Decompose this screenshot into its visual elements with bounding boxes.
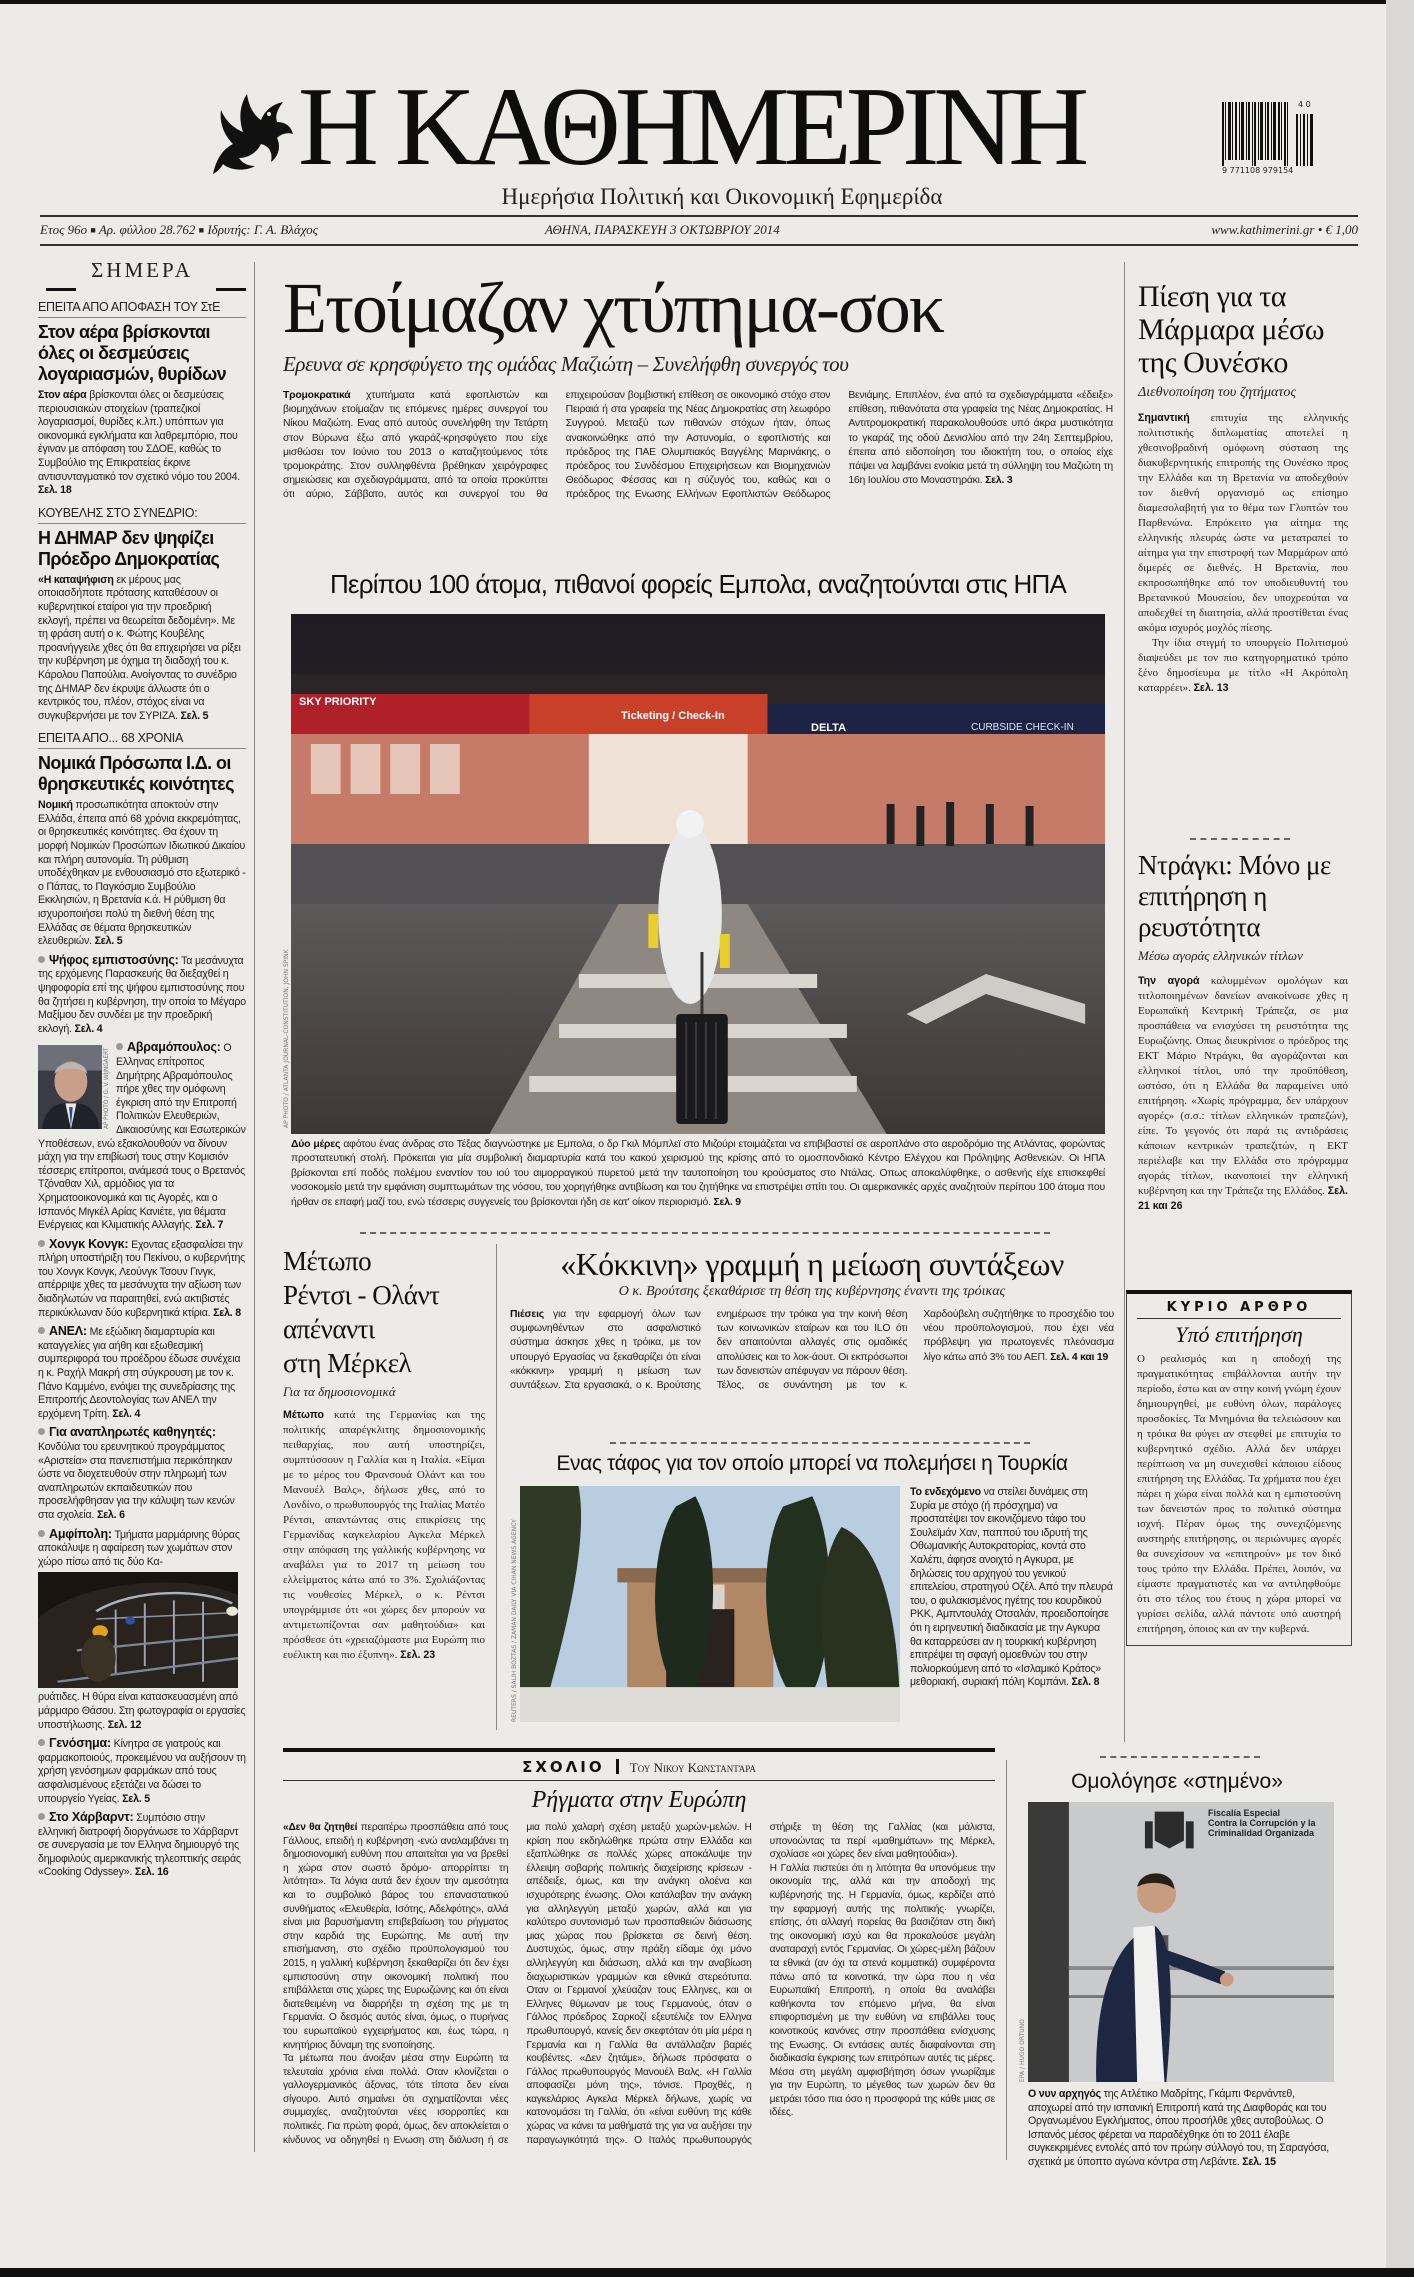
rule-top (40, 215, 1358, 217)
renzi-headline[interactable] (283, 1244, 485, 1380)
divider-right (1124, 262, 1125, 1742)
barcode-addon: 4 0 (1298, 100, 1311, 109)
pensions-story[interactable] (510, 1244, 1114, 1393)
brief-item[interactable]: Ψήφος εμπιστοσύνης: Τα μεσάνυχτα της ερχόμενης Παρασκευής θα διεξαχθεί η ψηφοφορία επί της ψήφου εμπιστοσύνης που θα ζητήσει η κυβέρνηση, την οποία το Μέγαρο Μαξίμου δεν συνδέει με την προεδρική εκλογή. Σελ. 4 (38, 952, 246, 1035)
ebola-headline[interactable]: Περίπου 100 άτομα, πιθανοί φορείς Εμπολα, αναζητούνται στις ΗΠΑ (329, 569, 1067, 599)
story-headline[interactable]: Νομικά Πρόσωπα Ι.Δ. οι θρησκευτικές κοινότητες (38, 753, 234, 795)
brief-item[interactable]: Αβραμόπουλος: AP PHOTO / G. V. WIJNGAERT Ο Ελληνας επίτροπος Δημήτρης Αβραμόπουλος πήρε χθες την ομόφωνη έγκριση από την Επιτροπή Πολιτικών Ελευθεριών, Δικαιοσύνης και Εσωτερικών Υποθέσεων, ενώ εξακολουθούν να δίνουν μάχη για την επιβίωσή τους στην Κομισιόν τέσσερις επίτροποι, ανάμεσά τους ο Βρετανός Τζόναθαν Χιλ, αρμόδιος για τα Χρηματοοικονομικά και τις Αγορές, και ο Ισπανός Μιγκέλ Αρίας Κανιέτε, για θέματα Ενέργειας και Κλιματικής Αλλαγής. Σελ. 7 (38, 1040, 246, 1232)
lead-headline[interactable]: Ετοίμαζαν χτύπημα-σοκ (283, 268, 944, 348)
headline-line: Ρέντσι - Ολάντ (283, 1280, 440, 1310)
tomb-image (520, 1486, 900, 1722)
lead-story[interactable] (283, 268, 1113, 503)
marbles-story[interactable] (1138, 280, 1348, 696)
story-headline[interactable]: Η ΔΗΜΑΡ δεν ψηφίζει Πρόεδρο Δημοκρατίας (38, 527, 220, 569)
barcode-number: 9 771108 979154 (1222, 166, 1294, 175)
lead-deck: Ερευνα σε κρησφύγετο της ομάδας Μαζιώτη – Συνελήφθη συνεργός του (283, 352, 849, 376)
page-ref: Σελ. 3 (985, 475, 1013, 487)
photo-sign-delta: DELTA (811, 722, 847, 734)
bullet-icon (38, 1530, 45, 1537)
story-kicker: ΚΟΥΒΕΛΗΣ ΣΤΟ ΣΥΝΕΔΡΙΟ: (38, 506, 246, 524)
draghi-headline[interactable]: Ντράγκι: Μόνο με επιτήρηση η ρευστότητα (1138, 850, 1331, 942)
draghi-story[interactable] (1138, 850, 1348, 1214)
page-ref: Σελ. 12 (107, 1718, 142, 1731)
headline-line: στη Μέρκελ (283, 1348, 412, 1378)
today-header (38, 258, 246, 292)
comment-header (283, 1757, 995, 1781)
football-body: Ο νυν αρχηγός της Ατλέτικο Μαδρίτης, Γκάμπι Φερνάντεθ, αποχωρεί από την ισπανική Επιτροπή κατά της Διαφθοράς και του Οργανωμένου Εγκλήματος, όπου προσήλθε χθες αυτοβούλως. Ο Ισπανός μέσος φέρεται να παραδέχθηκε ότι το 2011 έλαβε συγκεκριμένες εντολές από τον πρώην σύλλογό του, τη Σαραγόσα, σχετικά με ύποπτο αγώνα κόντρα στη Λεβάντε. Σελ. 15 (1028, 2088, 1330, 2168)
page-ref: Σελ. 4 (112, 1407, 141, 1420)
bullet-icon (116, 1043, 123, 1050)
today-story-2[interactable] (38, 506, 246, 724)
bullet-icon (38, 1739, 45, 1746)
bullet-icon (38, 1813, 45, 1820)
comment-body: «Δεν θα ζητηθεί περαιτέρω προσπάθεια από τους Γάλλους, επειδή η κυβέρνηση -ενώ αναλαμβάνει τη δημοσιονομική ευθύνη που απαιτείται για να βρεθεί η χώρα στον σωστό δρόμο- απορρίπτει τη λιτότητα». Τα λόγια αυτά δεν έχουν την αμεσότητα και το συμβολικό βάρος του επαναστατικού συνθήματος «Ελευθερία, Ισότης, Αδελφότης», αλλά είναι μια βαρυσήμαντη επιβεβαίωση του ρήγματος στην καρδιά της Ευρώπης. Με αυτή την επισήμανση, στο σχέδιο προϋπολογισμού του 2015, η γαλλική κυβέρνηση ξεκαθαρίζει ότι δεν έχει εμπιστοσύνη στην οικονομική πολιτική που επιβάλλεται στις χώρες της Ευρωζώνης και ότι είναι διατεθειμένη να διαρρήξει τη σχέση της με τη Γερμανία. Ο δεσμός αυτός είναι, όμως, ο πυρήνας του ευρωπαϊκού εγχειρήματος και, έως τώρα, η κινητήριος δύναμη της ενοποίησης. Τα μέτωπα που άνοιξαν μέσα στην Ευρώπη τα τελευταία χρόνια είναι πολλά. Οταν κλονίζεται ο γαλλογερμανικός άξονας, τότε τίποτα δεν είναι σίγουρο. Αυτό σημαίνει ότι σχηματίζονται νέες συμμαχίες, αναζητούνται νέες ισορροπίες και πολιτικές. Για πρώτη φορά, όμως, δεν αποκλείεται ο κίνδυνος να οδηγηθεί η Ενωση στη διάλυση ή σε μια πολύ χαλαρή σχέση μεταξύ χωρών-μελών. Η κρίση που εκδηλώθηκε πρώτα στην Ελλάδα και εξαπλώθηκε σε πολλές χώρες αποκάλυψε την έλλειψη σοβαρής πολιτικής διαχείρισης κρίσεων - απέδειξε, όμως, και την ανάγκη ολοένα και ισχυρότερης ένωσης. Ολοι κατάλαβαν την ανάγκη για αλληλεγγύη μεταξύ χωρών, αλλά και για καλύτερο συντονισμό των προσπαθειών διάσωσης μιας χώρας που βρίσκεται σε δεινή θέση. Δυστυχώς, όμως, στην πράξη είδαμε όχι μόνο αλληλεγγύη και διάσωση, αλλά και την αναβίωση διαχωριστικών γραμμών και εθνικά στερεότυπα. Οταν οι Γερμανοί χλεύαζαν τους Ελληνες, και οι Ελληνες θύμωναν με τους Γερμανούς, όταν ο Γάλλος πρόεδρος Σαρκοζί εξευτέλιζε τον Ελληνα πρωθυπουργό, κανείς δεν σκεφτόταν ότι μία μέρα η Γερμανία και η Γαλλία θα αντάλλαζαν βαριές κουβέντες. «Δεν ζητάμε», δήλωσε πρόσφατα ο Γάλλος πρωθυπουργός Μανουέλ Βαλς. «Η Γαλλία αποφασίζει μόνη της», τόνισε. Προχθές, η καγκελάριος Αγκελα Μέρκελ δήλωνε, χωρίς να κατονομάσει τη Γαλλία, ότι «είναι ευθύνη της κάθε χώρας να κάνει τα μαθήματά της για να αυξήσει την παραγωγικότητά της». Ο Ιταλός πρωθυπουργός στήριξε τη θέση της Γαλλίας (και μάλιστα, υπονοώντας τα περί «μαθημάτων» της Μέρκελ, σχολίασε «οι χώρες δεν είναι μαθητούδια»). Η Γαλλία πιστεύει ότι η λιτότητα θα υπονόμευε την οικονομία της, αλλά και την αποδοχή της κυβέρνησής της. Η Γερμανία, όμως, κερδίζει από την εφαρμογή αυτής της πολιτικής· γνωρίζει, επίσης, ότι αλλαγή πορείας θα βασιζόταν στη δική της οικονομική ισχύ και θα προκαλούσε μεγάλη αναταραχή εντός Γερμανίας. Οι χώρες-μέλη βάζουν τα εθνικά (αν όχι τα στενά κομματικά) συμφέροντα πάνω από τα κοινοτικά, την ώρα που η νέα Ευρωπαϊκή Επιτροπή, η οποία θα αναλάβει καθήκοντα τον επόμενο μήνα, θα είναι επιφορτισμένη με την ευθύνη να επιβάλλει τους κοινοτικούς κανόνες στην προσπάθεια ενίσχυσης της Ενωσης. Οι εντάσεις αυτές διαφαίνονται στη διαδικασία έγκρισης των επιτρόπων αυτές τις μέρες. Μέσα στη μεγάλη αμφισβήτηση όσων γνωρίζαμε για την Ευρώπη, το μέγεθος των χωρών δεν θα μετράει τόσο πια όσο η προσφορά της κάθε μιας σε ιδέες. (283, 1822, 995, 2146)
dashed-divider (1100, 1756, 1260, 1758)
page-ref: Σελ. 5 (180, 709, 209, 722)
scan-edge-bottom (0, 2268, 1414, 2277)
football-story[interactable] (1018, 1768, 1336, 2168)
bullet-icon (38, 1428, 45, 1435)
ebola-photo (291, 614, 1105, 1134)
page-ref: Σελ. 13 (1193, 682, 1229, 694)
football-photo-credit: EPA / HUGO ORTUNO (1019, 2019, 1026, 2082)
editorial-headline[interactable]: Υπό επιτήρηση (1175, 1322, 1303, 1347)
brief-item[interactable]: Για αναπληρωτές καθηγητές: Κονδύλια του ερευνητικού προγράμματος «Αριστεία» στα πανεπιστήμια περικόπηκαν ώστε να διοχετευθούν στην πληρωμή των αναπληρωτών εκπαιδευτικών που προσελήφθησαν για την κάλυψη των κενών στα σχολεία. Σελ. 6 (38, 1425, 235, 1521)
marbles-body-2: Την ίδια στιγμή το υπουργείο Πολιτισμού διαψεύδει με τον πιο κατηγορηματικό τρόπο ξένο δημοσίευμα με τίτλο «Η Ακρόπολη καταρρέει». Σελ. 13 (1138, 637, 1348, 694)
story-kicker: ΕΠΕΙΤΑ ΑΠΟ... 68 ΧΡΟΝΙΑ (38, 731, 246, 749)
marbles-body: Σημαντική επιτυχία της ελληνικής πολιτιστικής διπλωματίας αποτελεί η χθεσινοβραδινή ομόφωνη σύσταση της διακυβερνητικής επιτροπής της Ουνέσκο προς την Ελλάδα και τη Βρετανία να αποδεχθούν τον διεθνή οργανισμό ως επίσημο διαμεσολαβητή για το θέμα των Γλυπτών του Παρθενώνα. Επρόκειτο για αίτημα της ελληνικής πλευράς ώστε να μετατραπεί το αίτημα για την επιστροφή των Μαρμάρων από διμερές σε διεθνές. Η Βρετανία, που εκπροσωπήθηκε από τον υποδιευθυντή του Βρετανικού Μουσείου, δεν υποχρεούται να αποδεχθεί τη διαιτησία, αλλά προστίθεται ένας ακόμα ισχυρός μοχλός πίεσης. (1138, 412, 1348, 634)
dateline: ΑΘΗΝΑ, ΠΑΡΑΣΚΕΥΗ 3 ΟΚΤΩΒΡΙΟΥ 2014 (545, 222, 780, 237)
page-ref: Σελ. 5 (122, 1792, 150, 1805)
page-ref: Σελ. 8 (1071, 1676, 1100, 1689)
scan-edge-top (0, 0, 1414, 4)
website-link[interactable]: www.kathimerini.gr (1211, 222, 1315, 237)
lead-body: Τρομοκρατικά χτυπήματα κατά εφοπλιστών και βιομηχάνων ετοίμαζαν τις επόμενες ημέρες συνεργοί του Νίκου Μαζιώτη. Ενας από αυτούς συνελήφθη την Τετάρτη στον Βύρωνα έξω από γκαράζ-κρησφύγετο που είχε μισθώσει τον Ιούνιο του 2013 ο καταζητούμενος τότε τρομοκράτης. Στον συλληφθέντα βρέθηκαν χειρόγραφες σημειώσεις και σχεδιαγράμματα, από τα οποία προκύπτει ότι αύριο, Σάββατο, αυτός και συνεργοί του θα επιχειρούσαν βομβιστική επίθεση σε οικονομικό στόχο στον Πειραιά ή στα γραφεία της Νέας Δημοκρατίας στη λεωφόρο Συγγρού. Μεταξύ των πιθανών στόχων ήταν, όπως ανακοινώθηκε από την Αστυνομία, ο εφοπλιστής και πρόεδρος της ΠΑΕ Ολυμπιακός Βαγγέλης Μαρινάκης, ο πρόεδρος του Συνδέσμου Επιχειρήσεων και Βιομηχανιών Θεόδωρος Φέσσας και η σύζυγός του, καθώς και ο πρόεδρος της Ενωσης Ελλήνων Εφοπλιστών Θεόδωρος Βενιάμης. Επιπλέον, ένα από τα σχεδιαγράμματα «έδειξε» επίθεση, πιθανότατα στα γραφεία της Νέας Δημοκρατίας. Η Αντιτρομοκρατική παρακολουθούσε υπό άκρα μυστικότητα το γκαράζ της οδού Δενισλίου από την 24η Σεπτεμβρίου, έπειτα από ειδοποίηση του ιδιοκτήτη του, ο οποίος είχε πάψει να λαμβάνει ενοίκια μετά τη σύλληψη του Μαζιώτη τη 16η Ιουλίου στο Μοναστηράκι. Σελ. 3 (283, 390, 1113, 501)
renzi-deck: Για τα δημοσιονομικά (283, 1384, 396, 1399)
page-margin-right (1386, 0, 1414, 2268)
pensions-headline[interactable]: «Κόκκινη» γραμμή η μείωση συντάξεων (560, 1246, 1064, 1282)
photo-sign-curbside: CURBSIDE CHECK-IN (971, 722, 1074, 733)
brief-item[interactable]: Στο Χάρβαρντ: Συμπόσιο στην ελληνική διατροφή διοργάνωσε το Χάρβαρντ σε συνεργασία με τον Ελληνα δημιουργό της δημοφιλούς αμερικανικής τηλεοπτικής σειράς «Cooking Odyssey». Σελ. 16 (38, 1810, 241, 1879)
story-kicker: ΕΠΕΙΤΑ ΑΠΟ ΑΠΟΦΑΣΗ ΤΟΥ ΣτΕ (38, 300, 246, 318)
tomb-story[interactable] (510, 1450, 1114, 1722)
pensions-deck: Ο κ. Βρούτσης ξεκαθάρισε τη θέση της κυβέρνησης έναντι της τρόικας (618, 1284, 1006, 1299)
avramopoulos-photo (38, 1045, 110, 1129)
brief-item[interactable]: Αμφίπολη: Τμήματα μαρμάρινης θύρας αποκάλυψε η αφαίρεση των χωμάτων στον χώρο πίσω από τις δύο Κα- ρυάτιδες. Η θύρα είναι κατασκευασμένη από μάρμαρο Θάσου. Στη φωτογραφία οι εργασίες υποστήλωσης. Σελ. 12 (38, 1526, 246, 1731)
portrait-image (38, 1045, 102, 1129)
story-body: «Η καταψήφιση εκ μέρους μας οποιασδήποτε πρότασης καταθέσουν οι κυβερνητικοί εταίροι για την προεδρική εκλογή, πρέπει να θεωρείται δεδομένη». Με τη φράση αυτή ο κ. Φώτης Κουβέλης προανήγγειλε χθες ότι θα επιχειρήσει να ρίξει την κυβέρνηση με όχημα τη διαδοχή του κ. Κάρολου Παπούλια. Ανοίγοντας το συνέδριο της ΔΗΜΑΡ δεν έκρυψε άλλωστε ότι ο κεντρικός του, πλέον, στόχος είναι να συγκυβερνήσει με τον ΣΥΡΙΖΑ. Σελ. 5 (38, 573, 241, 722)
renzi-story[interactable] (283, 1244, 485, 1663)
comment-label: ΣΧΟΛΙΟ (522, 1758, 605, 1776)
football-photo (1028, 1802, 1334, 2082)
page-ref: Σελ. 6 (96, 1508, 125, 1521)
page-ref: Σελ. 23 (400, 1649, 436, 1661)
bullet-icon (38, 1327, 45, 1334)
divider-renzi (496, 1244, 497, 1730)
football-headline[interactable]: Ομολόγησε «στημένο» (1071, 1770, 1283, 1793)
headline-line: απέναντι (283, 1314, 375, 1344)
brief-item[interactable]: Χονγκ Κονγκ: Εχοντας εξασφαλίσει την πλήρη υποστήριξη του Πεκίνου, ο κυβερνήτης του Χονγκ Κονγκ, Λεούνγκ Τσουν Γινγκ, απέρριψε χθες τα μεσάνυχτα την αξίωση των διαδηλωτών να παραιτηθεί, ενώ ακτιβιστές περικύκλωναν δύο κυβερνητικά κτίρια. Σελ. 8 (38, 1236, 246, 1319)
masthead-title: Η ΚΑΘΗΜΕΡΙΝΗ (298, 65, 1084, 189)
editorial-box[interactable] (1126, 1290, 1352, 1646)
photo-sign-text: Fiscalía Especial Contra la Corrupción y la Criminalidad Organizada (1208, 1808, 1316, 1838)
founder: Ιδρυτής: Γ. Α. Βλάχος (207, 222, 318, 237)
bullet-icon (38, 1240, 45, 1247)
barcode-bars (1222, 102, 1292, 166)
site-price: www.kathimerini.gr • € 1,00 (1211, 222, 1358, 237)
pensions-body: Πιέσεις για την εφαρμογή όλων των συμφωνηθέντων στο ασφαλιστικό σύστημα άσκησε χθες η τρόικα, με τον υπουργό Εργασίας να ξεκαθαρίζει ότι είναι «κόκκινη» γραμμή η μείωση των συντάξεων. Στα εργασιακά, ο κ. Βρούτσης ενημέρωσε την τρόικα για την κοινή θέση των κοινωνικών εταίρων και του ILO ότι δεν απαιτούνται αλλαγές στις ομαδικές απολύσεις και το λοκ-άουτ. Οι εκπρόσωποι των δανειστών απέφυγαν να πάρουν θέση. Τέλος, σε συνάντηση με τον κ. Χαρδούβελη συζητήθηκε το προσχέδιο του νέου προϋπολογισμού, που έχει νέα πρόβλεψη για πρωτογενές πλεόνασμα λίγο κάτω από 3% του ΑΕΠ. Σελ. 4 και 19 (510, 1309, 1114, 1392)
comment-headline[interactable]: Ρήγματα στην Ευρώπη (531, 1787, 747, 1813)
photo-sign-ticketing: Ticketing / Check-In (621, 710, 725, 722)
dashed-divider (360, 1232, 1050, 1234)
year: Ετος 96ο (40, 222, 88, 237)
prosecutor-office-image (1028, 1802, 1334, 2082)
page-ref: Σελ. 15 (1242, 2155, 1276, 2168)
marbles-deck: Διεθνοποίηση του ζητήματος (1138, 385, 1297, 400)
comment-rule (283, 1748, 995, 1752)
editorial-label: ΚΥΡΙΟ ΑΡΘΡΟ (1137, 1300, 1341, 1319)
story-body: Νομική προσωπικότητα αποκτούν στην Ελλάδα, έπειτα από 68 χρόνια εκκρεμότητας, οι θρησκευτικές κοινότητες. Θα έχουν τη μορφή Νομικών Προσώπων Ιδιωτικού Δικαίου και πλήρη αυτονομία. Τη ρύθμιση υποδέχθηκαν με ενθουσιασμό στο εξωτερικό - ο Πάπας, το Παγκόσμιο Συμβούλιο Εκκλησιών, η Βρετανία κ.ά. Η ρύθμιση θα ισχυροποιήσει πολύ τη διεθνή θέση της Ελλάδας σε θέματα θρησκευτικών ελευθεριών. Σελ. 5 (38, 799, 246, 948)
tomb-headline[interactable]: Ενας τάφος για τον οποίο μπορεί να πολεμήσει η Τουρκία (556, 1452, 1068, 1475)
brief-item[interactable]: ΑΝΕΛ: Με εξώδικη διαμαρτυρία και καταγγελίες για αήθη και εξωθεσμική συμπεριφορά του προέδρου έδωσε συνέχεια η κ. Ραχήλ Μακρή στη σύγκρουση με τον κ. Πάνο Καμμένο, ενόψει της συνεδρίασης της Επιτροπής Δεοντολογίας των ΑΝΕΛ την ερχόμενη Τρίτη. Σελ. 4 (38, 1324, 241, 1420)
ebola-caption: Δύο μέρες αφότου ένας άνδρας στο Τέξας διαγνώστηκε με Εμπολα, ο δρ Γκιλ Μόμπλεϊ στο Μιζούρι ετοιμάζεται να επιβιβαστεί σε αεροπλάνο στο αεροδρόμιο της Ατλάντας, φορώντας προστατευτική στολή. Πρόκειται για μία συμβολική διαμαρτυρία κατά του κακού χειρισμού της κρίσης από το ομοσπονδιακό Κέντρο Ελέγχου και Πρόληψης Ασθενειών. Οι ΗΠΑ βρίσκονται επί ποδός πολέμου εναντίον του ιού του αιμορραγικού πυρετού μετά την ταυτοποίηση του κρούσματος στο Ντάλας. Οπως αποκαλύφθηκε, ο ασθενής είχε επισκεφθεί νοσοκομείο μετά την εμφάνιση συμπτωμάτων της νόσου, του χορηγήθηκε αντιβίωση και του ζητήθηκε να επιστρέψει σπίτι του. Οι αμερικανικές αρχές αναζητούν περίπου 100 άτομα που ήρθαν σε επαφή μαζί του, ενώ τέσσερις συγγενείς του βρίσκονται ήδη σε κατ' οίκον περιορισμό. Σελ. 9 (291, 1139, 1105, 1208)
photo-credit: AP PHOTO / G. V. WIJNGAERT (103, 1048, 110, 1130)
tomb-photo-credit: REUTERS / SALIH BOZTAS / ZAMAN DAILY VIA CIHAN NEWS AGENCY (511, 1519, 518, 1722)
page-ref: Σελ. 4 (74, 1022, 103, 1035)
ebola-photo-credit: AP PHOTO / ATLANTA JOURNAL-CONSTITUTION, JOHN SPINK (283, 949, 290, 1128)
page-ref: Σελ. 18 (38, 484, 72, 497)
photo-sign-sky-priority: SKY PRIORITY (299, 696, 377, 708)
divider-left (254, 262, 255, 2152)
headline-line: Μέτωπο (283, 1246, 372, 1276)
story-headline[interactable]: Στον αέρα βρίσκονται όλες οι δεσμεύσεις λογαριασμών, θυρίδων (38, 322, 227, 384)
page-ref: Σελ. 4 και 19 (1050, 1351, 1109, 1363)
barcode (1222, 100, 1342, 176)
airport-image (291, 614, 1105, 1134)
issue-number: Αρ. φύλλου 28.762 (98, 222, 196, 237)
draghi-deck: Μέσω αγοράς ελληνικών τίτλων (1138, 948, 1303, 963)
divider-comment (1006, 1760, 1007, 2160)
page-ref: Σελ. 8 (213, 1306, 241, 1319)
comment-section[interactable] (283, 1748, 995, 2147)
bullet-icon (38, 956, 45, 963)
tomb-body: Το ενδεχόμενο να στείλει δυνάμεις στη Συρία με στόχο (ή πρόσχημα) να προστατέψει τον εικονιζόμενο τάφο του Σουλεϊμάν Χαν, παππού του ιδρυτή της Οθωμανικής Αυτοκρατορίας, κοντά στο Χαλέπι, άφησε ανοιχτό η Αγκυρα, με δηλώσεις του αρχηγού του γενικού επιτελείου, στρατηγού Οζέλ. Από την πλευρά του, ο φυλακισμένος ηγέτης του κουρδικού PKK, Αμπντουλάχ Οτσαλάν, προειδοποίησε ότι η ειρηνευτική διαδικασία με την Αγκυρα θα καταρρεύσει αν η τουρκική κυβέρνηση επιτρέψει τη σφαγή ομοεθνών του στην πολιορκούμενη από το «Ισλαμικό Κράτος» μεθοριακή, συριακή πόλη Κομπάνι. Σελ. 8 (910, 1486, 1113, 1689)
barcode-addon-bars (1296, 114, 1316, 166)
today-column (38, 258, 246, 1880)
tomb-photo (520, 1486, 900, 1722)
price: € 1,00 (1325, 222, 1358, 237)
comment-author: Του Νικου Κωνσταντάρα (629, 1760, 756, 1775)
story-body: Στον αέρα βρίσκονται όλες οι δεσμεύσεις περιουσιακών στοιχείων (τραπεζικοί λογαριασμοί, θυρίδες κ.λπ.) υπόπτων για οικονομικά εγκλήματα και λαθρεμπόριο, που έγιναν με απόφαση του ΣΔΟΕ, καθώς το Συμβούλιο της Επικρατείας έκρινε αντισυνταγματικό τον σχετικό νόμο του 2004. Σελ. 18 (38, 389, 241, 497)
issue-info: Ετος 96ο ■ Αρ. φύλλου 28.762 ■ Ιδρυτής: Γ. Α. Βλάχος (40, 222, 318, 237)
page-ref: Σελ. 21 και 26 (1138, 1185, 1348, 1212)
page-ref: Σελ. 5 (94, 935, 123, 948)
page-ref: Σελ. 7 (195, 1219, 224, 1232)
today-heading: ΣΗΜΕΡΑ (91, 258, 193, 282)
today-story-1[interactable] (38, 300, 246, 498)
editorial-body: Ο ρεαλισμός και η αποδοχή της πραγματικότητας επιβάλλονται αυτήν την περίοδο, έστω και αν στην κοινή γνώμη έχουν δημιουργηθεί, με ευθύνη όλων, παράλογες προσδοκίες. Τα Μνημόνια θα τελειώσουν και η τρόικα θα φύγει αν στεφθεί με επιτυχία το κυβερνητικό σχέδιο. Αλλά δεν υπάρχει περίπτωση να μη συνεχισθεί κάποιου είδους επιτήρηση της Ελλάδας. Τα χρήματα που έχει πάρει η χώρα είναι πολλά και η εμπιστοσύνη των δανειστών προς το πολιτικό σύστημα ισχνή. Πέραν όμως της συνεχιζόμενης αυστηρής επιτήρησης, οι περιώνυμες αγορές θα συνεχίσουν να «επιτηρούν» με τον δικό τους τρόπο την Ελλάδα. Πρέπει, λοιπόν, να είμαστε πραγματιστές και να αντιληφθούμε ότι στο τέλος του έτους η χώρα μπορεί να γυρίσει σελίδα, αλλά πάντοτε υπό αυστηρή επιτήρηση, όποιος και αν την κυβερνά. (1137, 1353, 1341, 1635)
today-story-3[interactable] (38, 731, 246, 949)
tunnel-image (38, 1572, 238, 1688)
page-ref: Σελ. 9 (713, 1196, 741, 1208)
page-ref: Σελ. 16 (134, 1866, 169, 1879)
dashed-divider (610, 1442, 1030, 1444)
dashed-divider (1190, 838, 1290, 840)
brief-item[interactable]: Γενόσημα: Κίνητρα σε γιατρούς και φαρμακοποιούς, προκειμένου να αυξήσουν τη χρήση γενόσημων φαρμάκων από τους ασφαλισμένους εξετάζει να δώσει το υπουργείο Υγείας. Σελ. 5 (38, 1736, 246, 1805)
amphipolis-photo (38, 1572, 238, 1688)
griffin-icon (203, 86, 295, 176)
ebola-story[interactable] (283, 568, 1113, 1208)
masthead-subtitle: Ημερήσια Πολιτική και Οικονομική Εφημερίδα (501, 184, 943, 209)
marbles-headline[interactable]: Πίεση για τα Μάρμαρα μέσω της Ουνέσκο (1138, 280, 1324, 379)
renzi-body: Μέτωπο κατά της Γερμανίας και της πολιτικής απαρέγκλιτης δημοσιονομικής πειθαρχίας, που αυτή υποστηρίζει, συμπτύσσουν η Γαλλία και η Ιταλία. «Είμαι με το μέρος του Φρανσουά Ολάντ και του Μανουέλ Βαλς», δήλωσε χθες, από το Λονδίνο, ο πρωθυπουργός της Ιταλίας Ματέο Ρέντσι, απαντώντας στις επικρίσεις της Γερμανίδας καγκελαρίου Αγκελα Μέρκελ στην απόφαση της γαλλικής κυβέρνησης να αναβάλει για το 2017 τη μείωση του ελλείμματος κάτω από το 3%. Σχολιάζοντας τις νουθεσίες Μέρκελ, ο κ. Ρέντσι υπογράμμισε ότι «οι χώρες δεν μπορούν να αντιμετωπίζονται σαν μαθητούδια» και πρόσθεσε ότι «χρειαζόμαστε μια Ευρώπη πιο ευέλικτη και πιο έξυπνη». Σελ. 23 (283, 1409, 485, 1661)
rule-below-dateline (40, 244, 1358, 246)
draghi-body: Την αγορά καλυμμένων ομολόγων και τιτλοποιημένων δανείων ανακοίνωσε χθες η Ευρωπαϊκή Κεντρική Τράπεζα, σε μια προσπάθεια να ενισχύσει τη ρευστότητα της Ευρωζώνης. Οπως διευκρίνισε ο πρόεδρος της ΕΚΤ Μάριο Ντράγκι, θα αγοράζονται και ελληνικοί τίτλοι, υπό την προϋπόθεση, ωστόσο, ότι η Ελλάδα θα παραμείνει υπό επιτήρηση. «Χωρίς πρόγραμμα, δεν υπάρχουν αγορές» (σ.σ.: τίτλων ελληνικών τραπεζών), είπε. Το γεγονός ότι παρά τις αντιδράσεις κάποιων κεντρικών τραπεζιτών, η ΕΚΤ περιέλαβε και την Ελλάδα στο πρόγραμμα αγοράς τίτλων, ικανοποιεί την ελληνική κυβέρνηση και την Τράπεζα της Ελλάδος. Σελ. 21 και 26 (1138, 975, 1348, 1212)
